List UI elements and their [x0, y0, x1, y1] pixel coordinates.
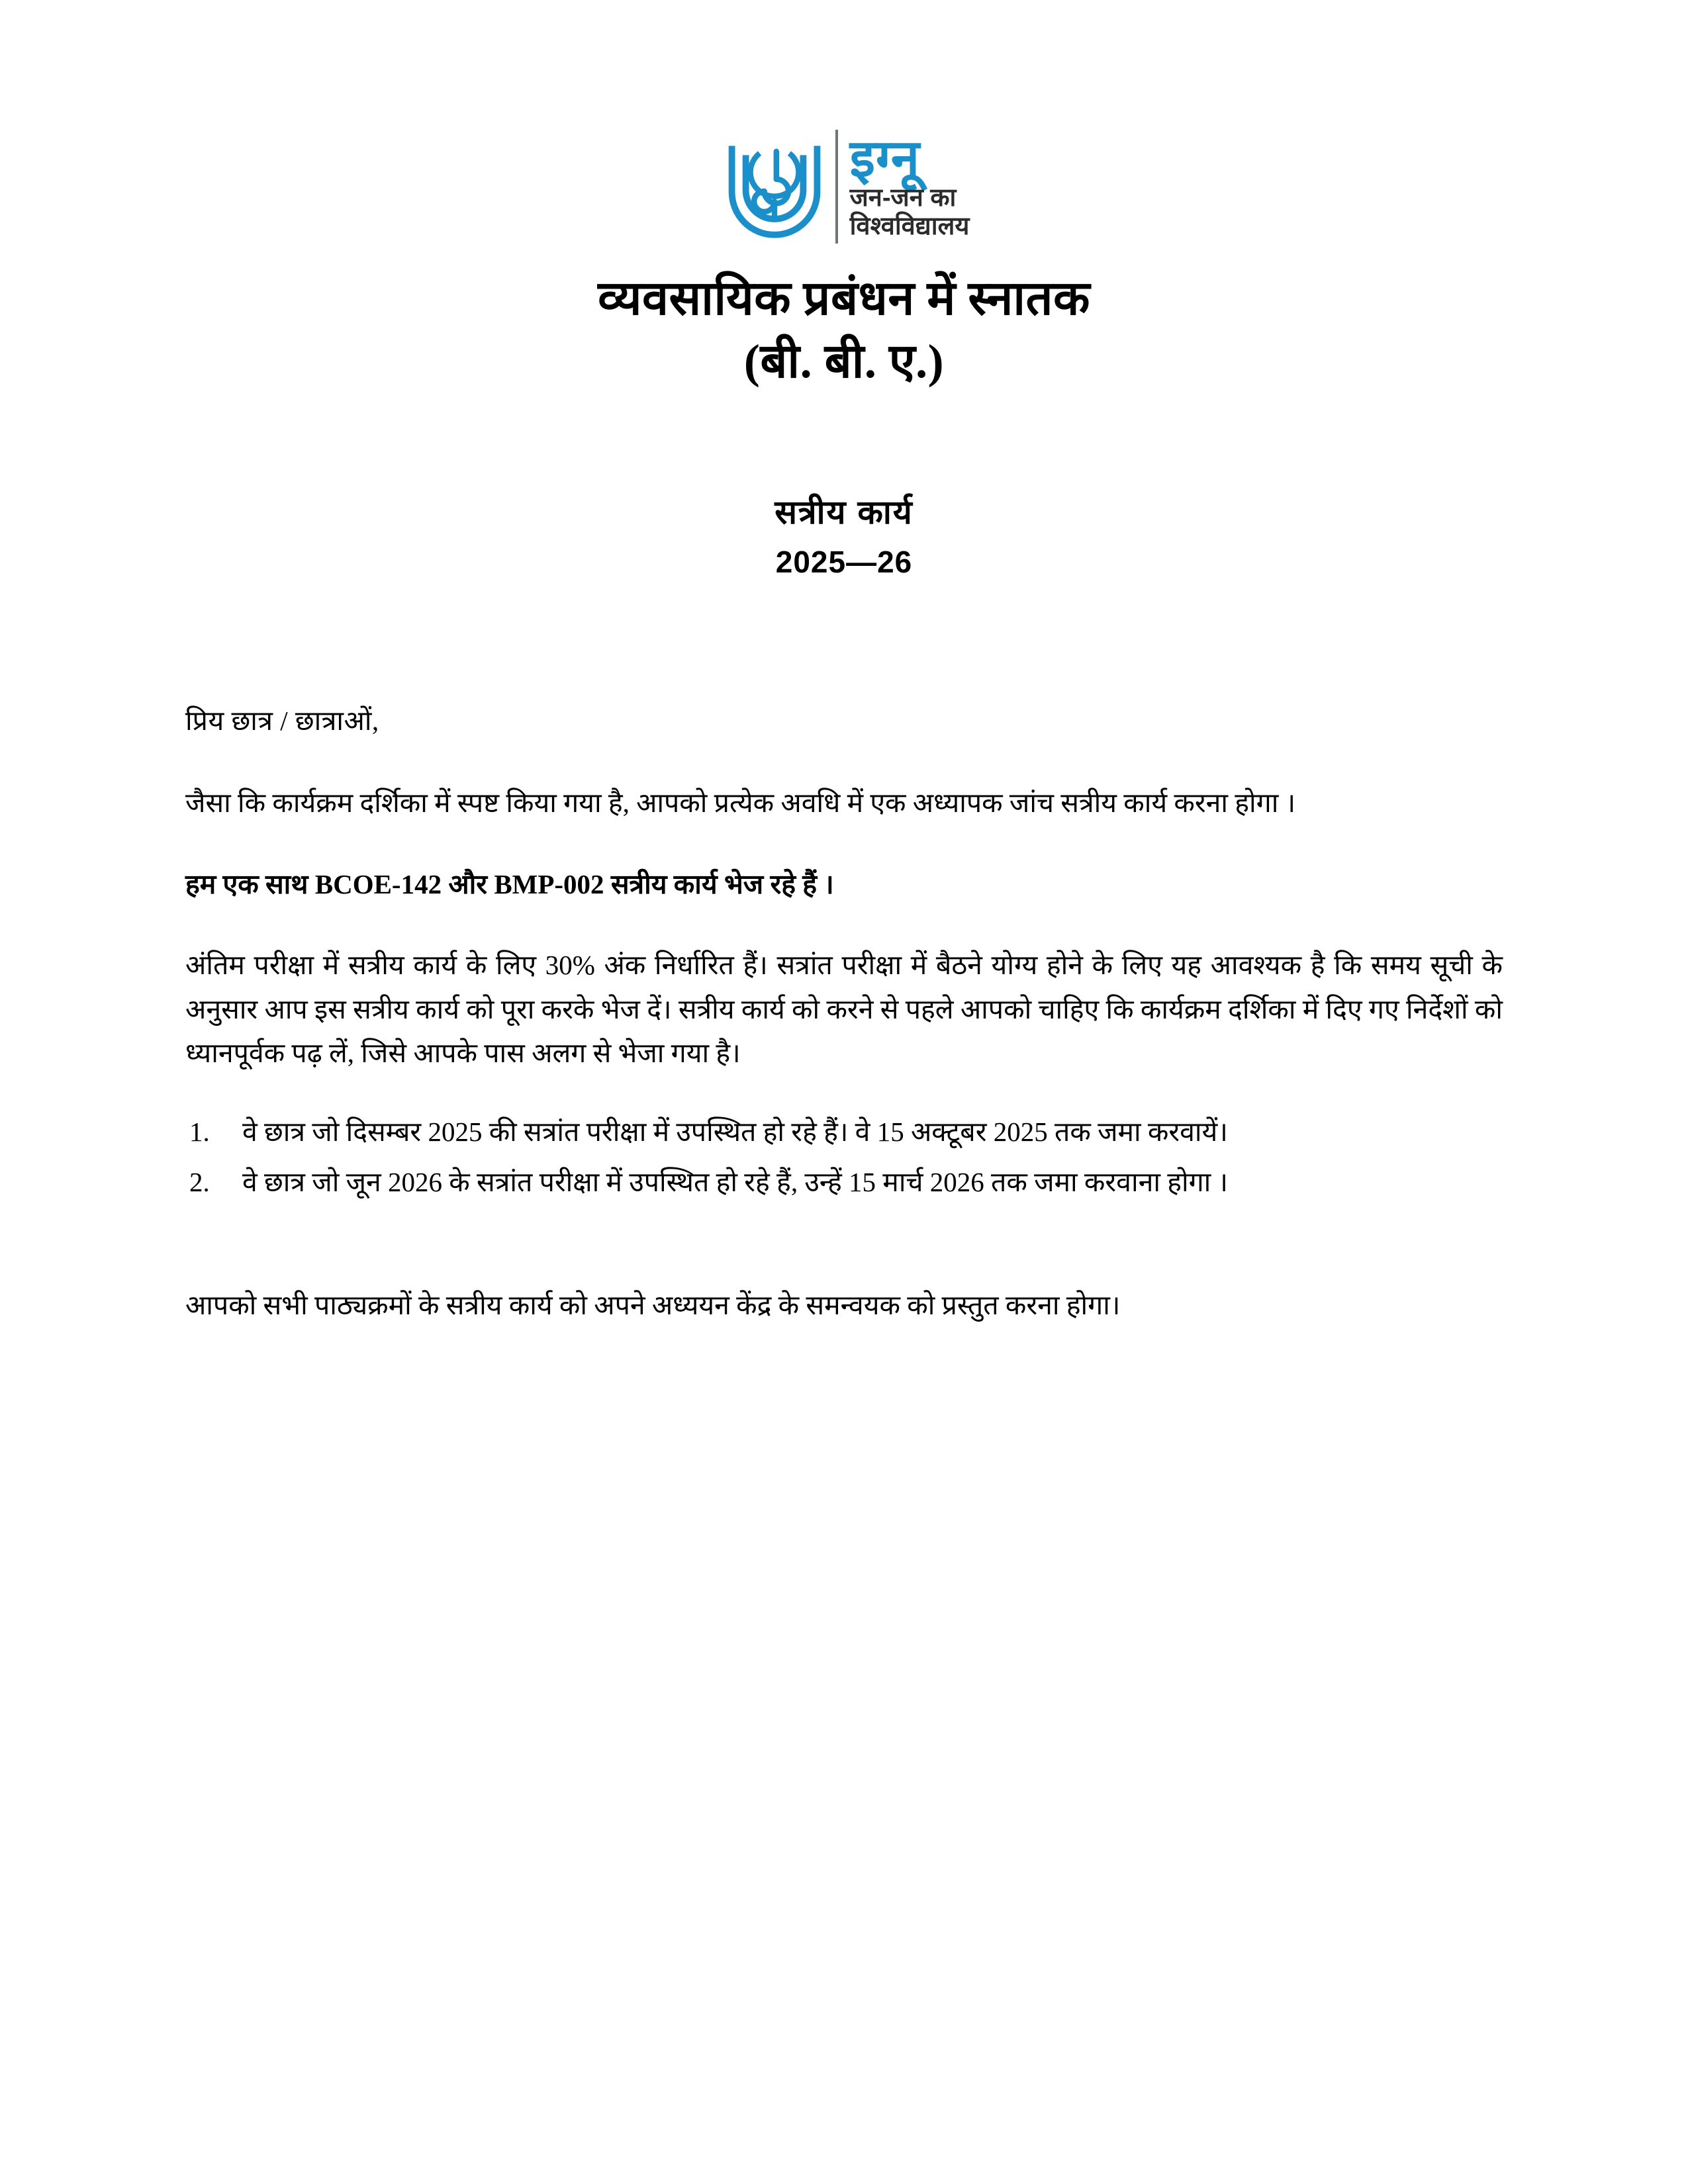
list-item-text: वे छात्र जो दिसम्बर 2025 की सत्रांत परीक्षा में उपस्थित हो रहे हैं। वे 15 अक्टूबर 2025 तक जमा करवायें। [242, 1116, 1228, 1147]
assignment-label: सत्रीय कार्य [774, 494, 914, 531]
course-line-suffix: सत्रीय कार्य भेज रहे हैं । [604, 868, 834, 899]
assignment-subheading [0, 492, 1688, 580]
page-title [0, 267, 1688, 393]
final-instruction-paragraph: आपको सभी पाठ्यक्रमों के सत्रीय कार्य को अपने अध्ययन केंद्र के समन्वयक को प्रस्तुत करना होगा। [185, 1290, 1121, 1321]
page-title-line2: (बी. बी. ए.) [743, 335, 945, 388]
logo-tagline-line2: विश्वविद्यालय [849, 212, 970, 241]
course-codes-paragraph [185, 862, 1503, 906]
list-item-text: वे छात्र जो जून 2026 के सत्रांत परीक्षा में उपस्थित हो रहे हैं, उन्हें 15 मार्च 2026 तक जमा करवाना होगा । [242, 1166, 1229, 1197]
ignou-emblem-icon [719, 131, 830, 242]
ignou-logo [659, 0, 1029, 244]
logo-tagline-line1: जन-जन का [849, 184, 957, 212]
salutation: प्रिय छात्र / छात्राओं, [185, 705, 379, 737]
marks-and-instructions-paragraph: अंतिम परीक्षा में सत्रीय कार्य के लिए 30% अंक निर्धारित हैं। सत्रांत परीक्षा में बैठने योग्य होने के लिए यह आवश्यक है कि समय सूची के अनुसार आप इस सत्रीय कार्य को पूरा करके भेज दें। सत्रीय कार्य को करने से पहले आपको चाहिए कि कार्यक्रम दर्शिका में दिए गए निर्देशों को ध्यानपूर्वक पढ़ लें, जिसे आपके पास अलग से भेजा गया है। [185, 950, 1503, 1069]
page-title-line1: व्यवसायिक प्रबंधन में स्नातक [598, 272, 1090, 325]
logo-divider [835, 130, 838, 244]
list-item [185, 1110, 1503, 1154]
document-body [185, 699, 1503, 1328]
logo-wordmark [849, 128, 970, 241]
course-code-bcoe-142: BCOE-142 [314, 868, 442, 899]
academic-year: 2025—26 [775, 545, 913, 580]
course-code-bmp-002: BMP-002 [494, 868, 604, 899]
submission-deadline-list [185, 1110, 1503, 1205]
course-line-prefix: हम एक साथ [185, 868, 315, 899]
logo-brand-text: इग्नू [849, 128, 921, 187]
list-item-number: 1. [189, 1116, 210, 1147]
list-item [185, 1160, 1503, 1204]
course-line-middle: और [442, 868, 494, 899]
list-item-number: 2. [189, 1166, 210, 1197]
intro-paragraph: जैसा कि कार्यक्रम दर्शिका में स्पष्ट किया गया है, आपको प्रत्येक अवधि में एक अध्यापक जांच सत्रीय कार्य करना होगा । [185, 788, 1296, 819]
